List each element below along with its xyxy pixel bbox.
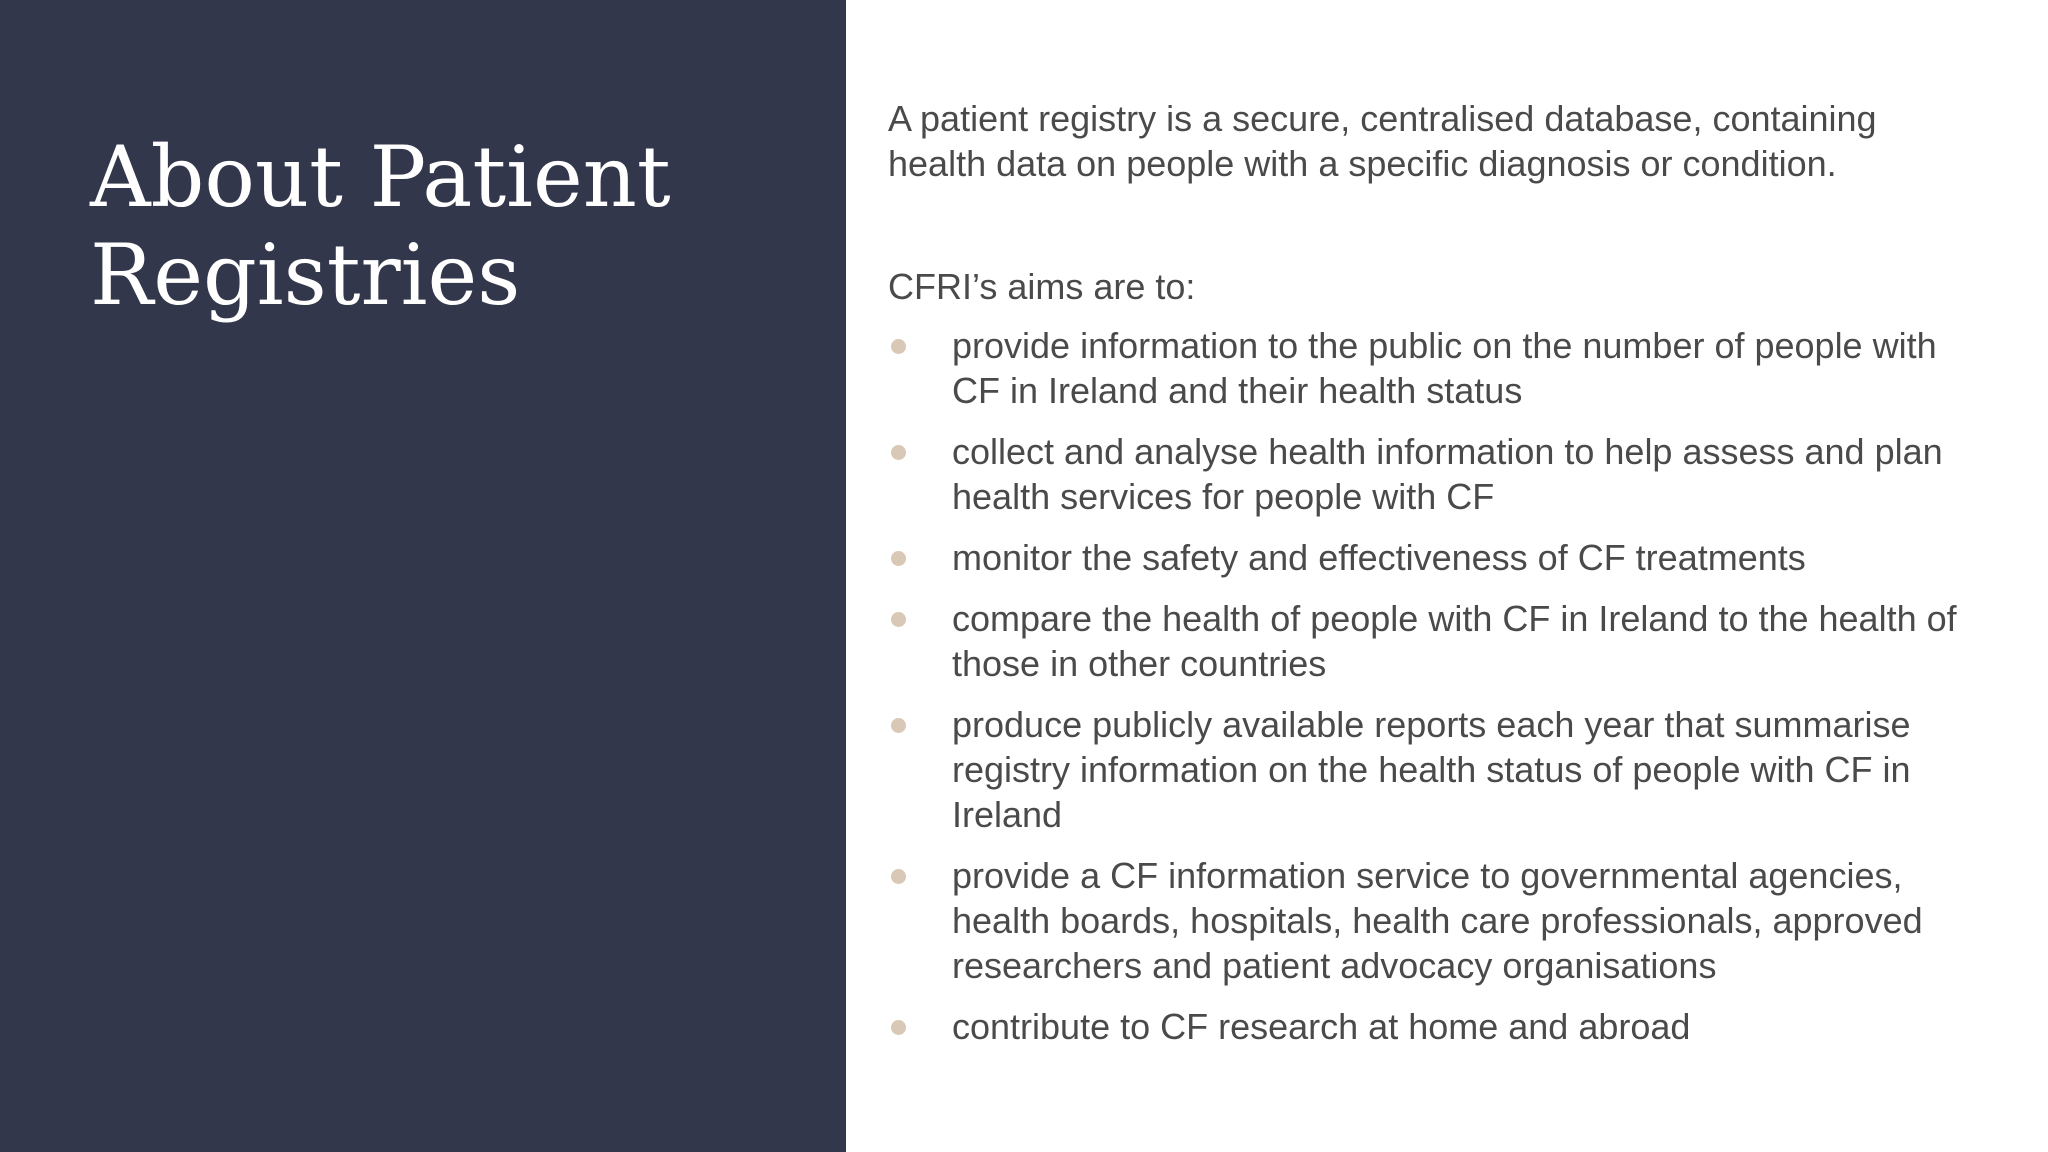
list-item [888, 596, 1978, 686]
list-item-text: compare the health of people with CF in Ireland to the health of those in other countries [952, 598, 1957, 684]
bullet-icon [891, 612, 906, 627]
bullet-icon [891, 445, 906, 460]
bullet-icon [891, 339, 906, 354]
aims-heading: CFRI’s aims are to: [888, 266, 1196, 307]
list-item [888, 702, 1978, 837]
list-item [888, 323, 1978, 413]
content-panel [888, 96, 1978, 1065]
list-item [888, 853, 1978, 988]
slide-title: About Patient Registries [90, 128, 671, 324]
list-item [888, 1004, 1978, 1049]
list-item [888, 535, 1978, 580]
list-item-text: collect and analyse health information to help assess and plan health services for people with CF [952, 431, 1943, 517]
list-item-text: provide a CF information service to governmental agencies, health boards, hospitals, health care professionals, approved researchers and patient advocacy organisations [952, 855, 1923, 986]
list-item [888, 429, 1978, 519]
title-panel [0, 0, 846, 1152]
bullet-icon [891, 718, 906, 733]
list-item-text: provide information to the public on the number of people with CF in Ireland and their health status [952, 325, 1937, 411]
intro-paragraph: A patient registry is a secure, centralised database, containing health data on people with a specific diagnosis or condition. [888, 98, 1877, 184]
list-item-text: contribute to CF research at home and abroad [952, 1006, 1691, 1047]
bullet-icon [891, 869, 906, 884]
bullet-icon [891, 1020, 906, 1035]
aims-list [888, 323, 1978, 1049]
bullet-icon [891, 551, 906, 566]
list-item-text: produce publicly available reports each year that summarise registry information on the health status of people with CF in Ireland [952, 704, 1911, 835]
list-item-text: monitor the safety and effectiveness of CF treatments [952, 537, 1806, 578]
